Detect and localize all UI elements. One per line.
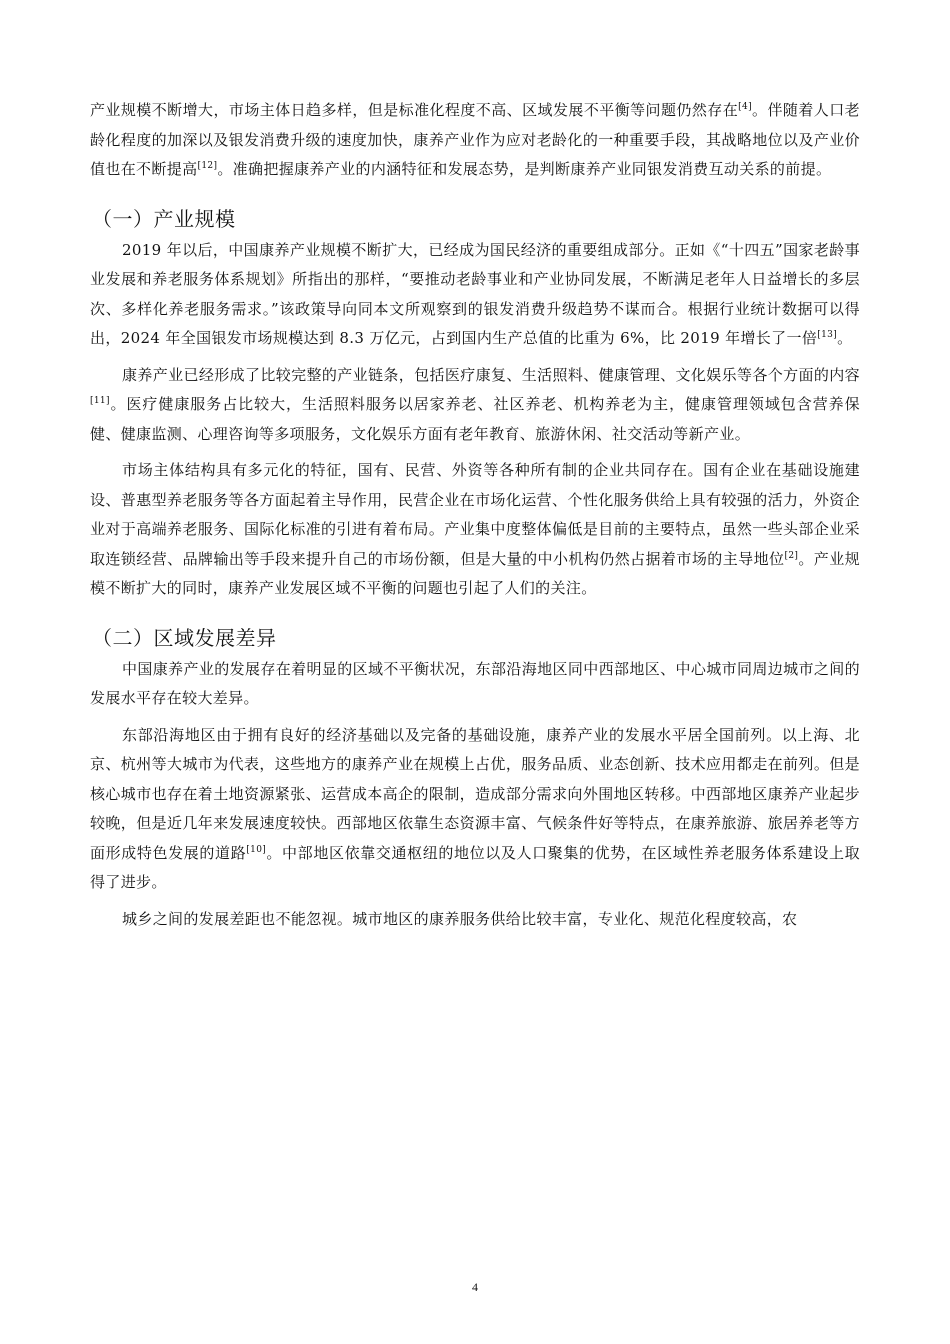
citation-ref: [4] [738, 102, 752, 112]
text-run: 。产业规模不断扩大的同时，康养产业发展区域不平衡的问题也引起了人们的关注。 [90, 549, 860, 597]
citation-ref: [13] [817, 330, 838, 340]
section-heading-regional-differences: （二）区域发展差异 [92, 625, 277, 650]
page-body [90, 96, 860, 934]
text-run: 市场主体结构具有多元化的特征，国有、民营、外资等各种所有制的企业共同存在。国有企业在基础设施建设、普惠型养老服务等各方面起着主导作用，民营企业在市场化运营、个性化服务供给上具有较强的活力，外资企业对于高端养老服务、国际化标准的引进有着布局。产业集中度整体偏低是目前的主要特点，虽然一些头部企业采取连锁经营、品牌输出等手段来提升自己的市场份额，但是大量的中小机构仍然占据着市场的主导地位 [90, 461, 860, 568]
citation-ref: [10] [246, 844, 267, 855]
text-run: 。准确把握康养产业的内涵特征和发展态势，是判断康养产业同银发消费互动关系的前提。 [217, 160, 832, 178]
text-run: 产业规模不断增大，市场主体日趋多样，但是标准化程度不高、区域发展不平衡等问题仍然存在 [90, 101, 739, 119]
paragraph-urban-rural: 城乡之间的发展差距也不能忽视。城市地区的康养服务供给比较丰富，专业化、规范化程度较高，农 [122, 909, 798, 928]
text-run: 。伴随着人口老龄化程度的加深以及银发消费升级的速度加快，康养产业作为应对老龄化的一种重要手段，其战略地位以及产业价值也在不断提高 [90, 101, 860, 178]
text-run: 。 [837, 329, 853, 347]
text-run: 东部沿海地区由于拥有良好的经济基础以及完备的基础设施，康养产业的发展水平居全国前列。以上海、北京、杭州等大城市为代表，这些地方的康养产业在规模上占优，服务品质、业态创新、技术应用都走在前列。但是核心城市也存在着土地资源紧张、运营成本高企的限制，造成部分需求向外围地区转移。中西部地区康养产业起步较晚，但是近几年来发展速度较快。西部地区依靠生态资源丰富、气候条件好等特点，在康养旅游、旅居养老等方面形成特色发展的道路 [90, 725, 860, 862]
paragraph-east-central-west [90, 721, 860, 898]
intro-paragraph [90, 96, 860, 185]
paragraph-industry-scale [90, 236, 860, 354]
citation-ref: [2] [784, 550, 799, 561]
text-run: 2019 年以后，中国康养产业规模不断扩大，已经成为国民经济的重要组成部分。正如《“十四五”国家老龄事业发展和养老服务体系规划》所指出的那样，“要推动老龄事业和产业协同发展，不断满足老年人日益增长的多层次、多样化养老服务需求。”该政策导向同本文所观察到的银发消费升级趋势不谋而合。根据行业统计数据可以得出，2024 年全国银发市场规模达到 8.3 万亿元，占到国内生产总值的比重为 6%，比 2019 年增长了一倍 [90, 240, 860, 347]
text-run: 。中部地区依靠交通枢纽的地位以及人口聚集的优势，在区域性养老服务体系建设上取得了进步。 [90, 843, 860, 891]
section-heading-industry-scale: （一）产业规模 [92, 206, 236, 231]
citation-ref: [12] [197, 161, 218, 171]
page-number: 4 [472, 1280, 478, 1294]
text-run: 康养产业已经形成了比较完整的产业链条，包括医疗康复、生活照料、健康管理、文化娱乐等各个方面的内容 [122, 365, 860, 384]
paragraph-regional-overview: 中国康养产业的发展存在着明显的区域不平衡状况，东部沿海地区同中西部地区、中心城市同周边城市之间的发展水平存在较大差异。 [90, 659, 860, 707]
citation-ref: [11] [90, 396, 110, 406]
paragraph-market-structure [90, 456, 860, 604]
text-run: 。医疗健康服务占比较大，生活照料服务以居家养老、社区养老、机构养老为主，健康管理领域包含营养保健、健康监测、心理咨询等多项服务，文化娱乐方面有老年教育、旅游休闲、社交活动等新产业。 [90, 395, 860, 443]
paragraph-industry-chain [90, 361, 860, 450]
